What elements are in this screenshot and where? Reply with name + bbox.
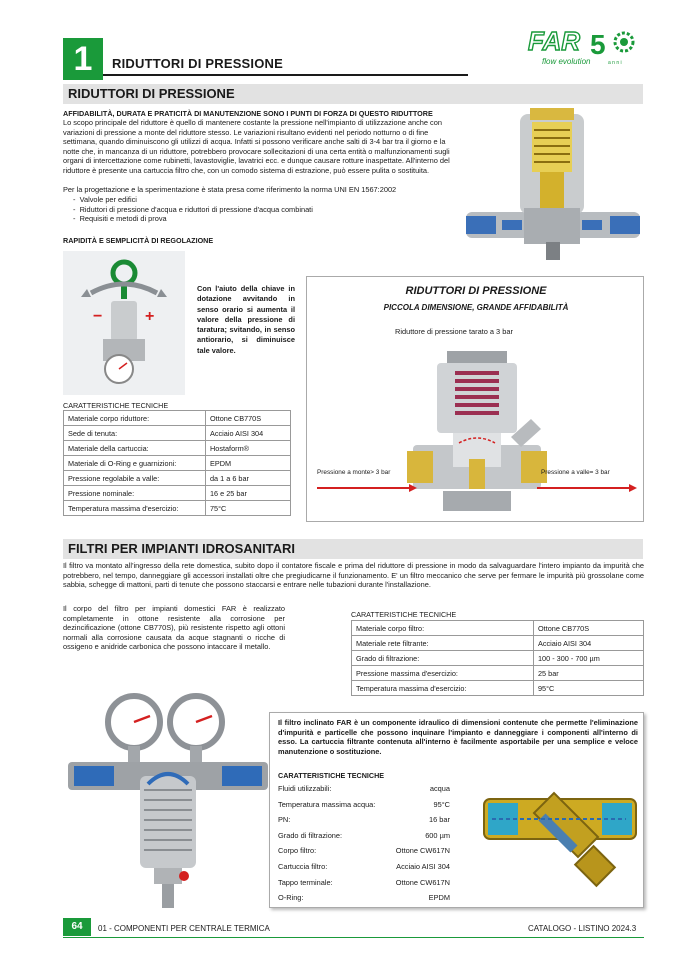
table-row: Sede di tenuta: Acciaio AISI 304 (64, 426, 291, 441)
logo-far-text: FAR (528, 26, 580, 56)
list-item: PN: 16 bar (278, 815, 450, 825)
far-logo (524, 24, 644, 70)
table-row: Pressione nominale: 16 e 25 bar (64, 486, 291, 501)
section2-paragraph2: Il corpo del filtro per impianti domestici FAR è realizzato completamente in ottone resistente alla corrosione per dezincificazione (ottone CB770S), più resistente rispetto agli ottoni normali alla corrosione causata da acque stagnanti o ricche di ossigeno e anidride carbonica che possono intaccare il metallo. (63, 604, 285, 652)
list-item: Temperatura massima acqua: 95°C (278, 799, 450, 809)
footer-catalog-label: CATALOGO - LISTINO 2024.3 (528, 924, 637, 933)
specs1-title: CARATTERISTICHE TECNICHE (63, 401, 169, 410)
table-row: Grado di filtrazione: 100 - 300 - 700 µm (352, 651, 644, 666)
inclined-filter-image (482, 769, 638, 903)
inclined-specs-title: CARATTERISTICHE TECNICHE (278, 771, 385, 780)
diagram-title: RIDUTTORI DI PRESSIONE (405, 285, 547, 297)
section-title: FILTRI PER IMPIANTI IDROSANITARI (68, 541, 296, 556)
page-number: 64 (63, 918, 91, 936)
list-item: Corpo filtro: Ottone CW617N (278, 846, 450, 856)
list-item: Cartuccia filtro: Acciaio AISI 304 (278, 861, 450, 871)
list-item: O-Ring: EPDM (278, 893, 450, 903)
logo-five: 5 (590, 29, 606, 60)
table-row: Materiale corpo filtro: Ottone CB770S (352, 621, 644, 636)
logo-anni: a n n i (608, 60, 622, 66)
specs2-table (351, 620, 644, 696)
bullet-item: - Riduttori di pressione d'acqua e riduttori di pressione d'acqua combinati (73, 204, 313, 214)
section1-subtitle: AFFIDABILITÀ, DURATA E PRATICITÀ DI MANUTENZIONE SONO I PUNTI DI FORZA DI QUESTO RIDUTTORE (63, 109, 433, 118)
reducer-cutaway-image (462, 104, 644, 264)
table-row: Materiale di O-Ring e guarnizioni: EPDM (64, 456, 291, 471)
regulation-text: Con l'aiuto della chiave in dotazione avvitando in senso orario si aumenta il valore della pressione di taratura; svitando, in senso antiorario, si diminuisce tale valore. (197, 284, 295, 355)
bullet-item: - Requisiti e metodi di prova (73, 214, 167, 224)
table-row: Materiale corpo riduttore: Ottone CB770S (64, 411, 291, 426)
diagram-right-label: Pressione a valle= 3 bar (541, 469, 610, 476)
table-row: Materiale della cartuccia: Hostaform® (64, 441, 291, 456)
bullet-item: - Valvole per edifici (73, 195, 137, 204)
svg-text:+: + (145, 308, 155, 325)
diagram-caption: Riduttore di pressione tarato a 3 bar (395, 327, 513, 336)
specs2-title: CARATTERISTICHE TECNICHE (351, 610, 457, 619)
specs1-table (63, 410, 291, 516)
list-item: Grado di filtrazione: 600 µm (278, 830, 450, 840)
diagram-subtitle: PICCOLA DIMENSIONE, GRANDE AFFIDABILITÀ (383, 303, 569, 312)
section1-paragraph: Lo scopo principale del riduttore è quello di mantenere costante la pressione nell'impianto di utilizzazione anche con variazioni di pressione a monte del riduttore stesso. Le variazioni risultano evidenti nel periodo notturno o di fine settimana, quando diminuiscono gli utilizzi di acqua. Infatti si possono verificare anche salti di 3-4 bar tra il giorno e la notte che, in mancanza di un riduttore, potrebbero provocare sollecitazioni di una certa entità o malfunzionamenti sugli organi di intercettazione come rubinetti, lavastoviglie, lavatrici ecc. e dunque causare rotture inaspettate. All'interno del riduttore è presente una cartuccia filtro che, con un comodo sistema di estrazione, può essere pulita o sostituita. (63, 118, 450, 175)
regulation-title: RAPIDITÀ E SEMPLICITÀ DI REGOLAZIONE (63, 236, 214, 245)
table-row: Temperatura massima d'esercizio: 95°C (352, 681, 644, 696)
inclined-specs-list (278, 784, 450, 909)
chapter-number: 1 (63, 38, 103, 80)
footer-divider (63, 937, 644, 938)
filter-gauges-image (68, 680, 268, 912)
chapter-title: RIDUTTORI DI PRESSIONE (112, 56, 284, 71)
table-row: Pressione regolabile a valle: da 1 a 6 bar (64, 471, 291, 486)
inclined-filter-box (269, 712, 644, 908)
list-item: Fluidi utilizzabili: acqua (278, 784, 450, 793)
section1-norm: Per la progettazione e la sperimentazione è stata presa come riferimento la norma UNI EN 1567:2002 (63, 185, 397, 194)
diagram-left-label: Pressione a monte> 3 bar (317, 469, 391, 476)
list-item: Tappo terminale: Ottone CW617N (278, 877, 450, 887)
logo-tagline: flow evolution (542, 57, 591, 66)
chapter-underline (103, 74, 468, 76)
section-header-riduttori (63, 84, 643, 104)
section1-bullets (63, 195, 461, 224)
table-row: Pressione massima d'esercizio: 25 bar (352, 666, 644, 681)
inclined-filter-text: Il filtro inclinato FAR è un componente idraulico di dimensioni contenute che permette l'eliminazione d'impurità e particelle che possono inquinare l'impianto e danneggiare i componenti all'interno di esso. La cartuccia filtrante contenuta all'interno è facilmente asportabile per una semplice e veloce manutenzione o sostituzione. (278, 718, 638, 757)
table-row: Temperatura massima d'esercizio: 75°C (64, 501, 291, 516)
table-row: Materiale rete filtrante: Acciaio AISI 304 (352, 636, 644, 651)
section-title: RIDUTTORI DI PRESSIONE (68, 86, 235, 101)
footer-section-label: 01 - COMPONENTI PER CENTRALE TERMICA (98, 924, 270, 933)
section2-paragraph1: Il filtro va montato all'ingresso della rete domestica, subito dopo il contatore fiscale e prima del riduttore di pressione in modo da salvaguardare l'intero impianto da impurità che potrebbero, nel tempo, danneggiare gli accessori installati oltre che pregiudicarne il funzionamento. E' un filtro meccanico che serve per fermare le impurità più grossolane come sabbia, schegge di mattoni, parti di tenute che possono staccarsi e entrare nelle tubazioni durante l'installazione. (63, 561, 644, 590)
reducer-diagram-box (306, 276, 644, 522)
key-adjustment-image (63, 251, 185, 395)
section-header-filtri (63, 539, 643, 559)
svg-text:−: − (93, 308, 103, 325)
